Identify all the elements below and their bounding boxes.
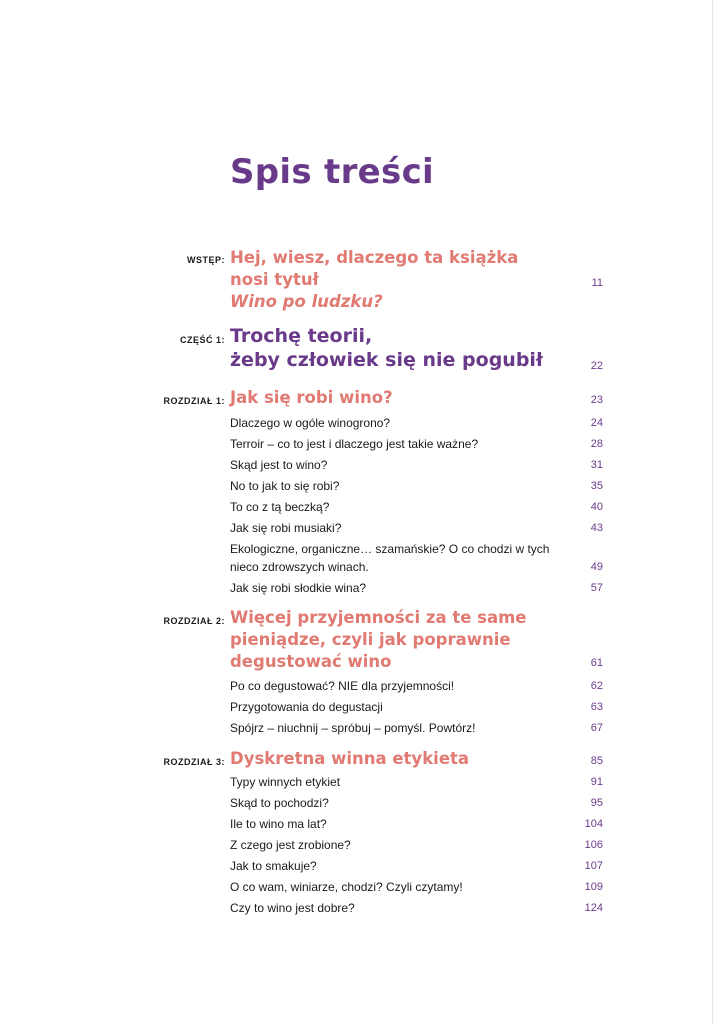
toc-entry[interactable]: Jak to smakuje?	[230, 859, 317, 873]
toc-entry-page: 28	[590, 438, 603, 450]
toc-entry[interactable]: Skąd to pochodzi?	[230, 796, 329, 810]
toc-entry[interactable]: Z czego jest zrobione?	[230, 838, 351, 852]
czesc1-page-number: 22	[590, 360, 603, 372]
czesc1-label: CZĘŚĆ 1:	[179, 335, 225, 345]
rozdzial1-page-number: 23	[590, 394, 603, 406]
wstep-heading[interactable]	[230, 247, 560, 313]
toc-entry[interactable]: Jak się robi słodkie wina?	[230, 581, 367, 595]
wstep-label: WSTĘP:	[187, 255, 225, 265]
toc-entry[interactable]: Terroir – co to jest i dlaczego jest takie ważne?	[230, 437, 479, 451]
toc-entry-page: 107	[584, 860, 603, 872]
rozdzial3-page-number: 85	[590, 755, 603, 767]
rozdzial1-label: ROZDZIAŁ 1:	[163, 396, 225, 406]
toc-entry-page: 124	[584, 902, 603, 914]
czesc1-heading-line2: żeby człowiek się nie pogubił	[230, 349, 543, 371]
toc-entry-page: 63	[590, 701, 603, 713]
wstep-heading-line1: Hej, wiesz, dlaczego ta książka nosi tytuł	[230, 248, 519, 289]
toc-entry-page: 104	[584, 818, 603, 830]
czesc1-heading-line1: Trochę teorii,	[230, 325, 373, 347]
toc-entry[interactable]: Po co degustować? NIE dla przyjemności!	[230, 679, 455, 693]
toc-entry[interactable]: Typy winnych etykiet	[230, 775, 341, 789]
toc-entry-page: 31	[590, 459, 603, 471]
toc-entry-page: 40	[590, 501, 603, 513]
toc-entry-page: 91	[590, 776, 603, 788]
rozdzial1-heading[interactable]: Jak się robi wino?	[230, 388, 393, 407]
toc-entry[interactable]: Spójrz – niuchnij – spróbuj – pomyśl. Powtórz!	[230, 721, 476, 735]
toc-entry-page: 43	[590, 522, 603, 534]
toc-entry[interactable]: To co z tą beczką?	[230, 500, 330, 514]
rozdzial2-heading-line1: Więcej przyjemności za te same	[230, 608, 527, 627]
toc-entry[interactable]: Ekologiczne, organiczne… szamańskie? O co chodzi w tych	[230, 542, 550, 556]
toc-entry-page: 35	[590, 480, 603, 492]
toc-entry[interactable]: Dlaczego w ogóle winogrono?	[230, 416, 391, 430]
toc-entry-page: 62	[590, 680, 603, 692]
wstep-heading-line2: Wino po ludzku?	[230, 292, 383, 311]
page-title: Spis treści	[230, 152, 434, 192]
czesc1-heading[interactable]	[230, 324, 560, 372]
rozdzial2-label: ROZDZIAŁ 2:	[163, 616, 225, 626]
toc-entry[interactable]: Jak się robi musiaki?	[230, 521, 342, 535]
toc-entry[interactable]: No to jak to się robi?	[230, 479, 340, 493]
toc-entry[interactable]: O co wam, winiarze, chodzi? Czyli czytamy!	[230, 880, 463, 894]
toc-entry-page: 109	[584, 881, 603, 893]
toc-entry-page: 95	[590, 797, 603, 809]
toc-entry-page: 57	[590, 582, 603, 594]
toc-entry[interactable]: nieco zdrowszych winach.	[230, 560, 369, 574]
toc-entry-page: 106	[584, 839, 603, 851]
toc-entry[interactable]: Przygotowania do degustacji	[230, 700, 383, 714]
toc-entry-page: 67	[590, 722, 603, 734]
toc-entry-page: 49	[590, 561, 603, 573]
rozdzial3-heading[interactable]: Dyskretna winna etykieta	[230, 749, 470, 768]
toc-entry[interactable]: Skąd jest to wino?	[230, 458, 328, 472]
rozdzial2-heading-line2: pieniądze, czyli jak poprawnie	[230, 630, 511, 649]
rozdzial2-heading-line3: degustować wino	[230, 652, 392, 671]
rozdzial3-label: ROZDZIAŁ 3:	[163, 757, 225, 767]
toc-entry[interactable]: Ile to wino ma lat?	[230, 817, 327, 831]
rozdzial2-page-number: 61	[590, 657, 603, 669]
toc-entry[interactable]: Czy to wino jest dobre?	[230, 901, 355, 915]
toc-entry-page: 24	[590, 417, 603, 429]
rozdzial2-heading[interactable]	[230, 607, 560, 673]
wstep-page-number: 11	[591, 277, 603, 289]
